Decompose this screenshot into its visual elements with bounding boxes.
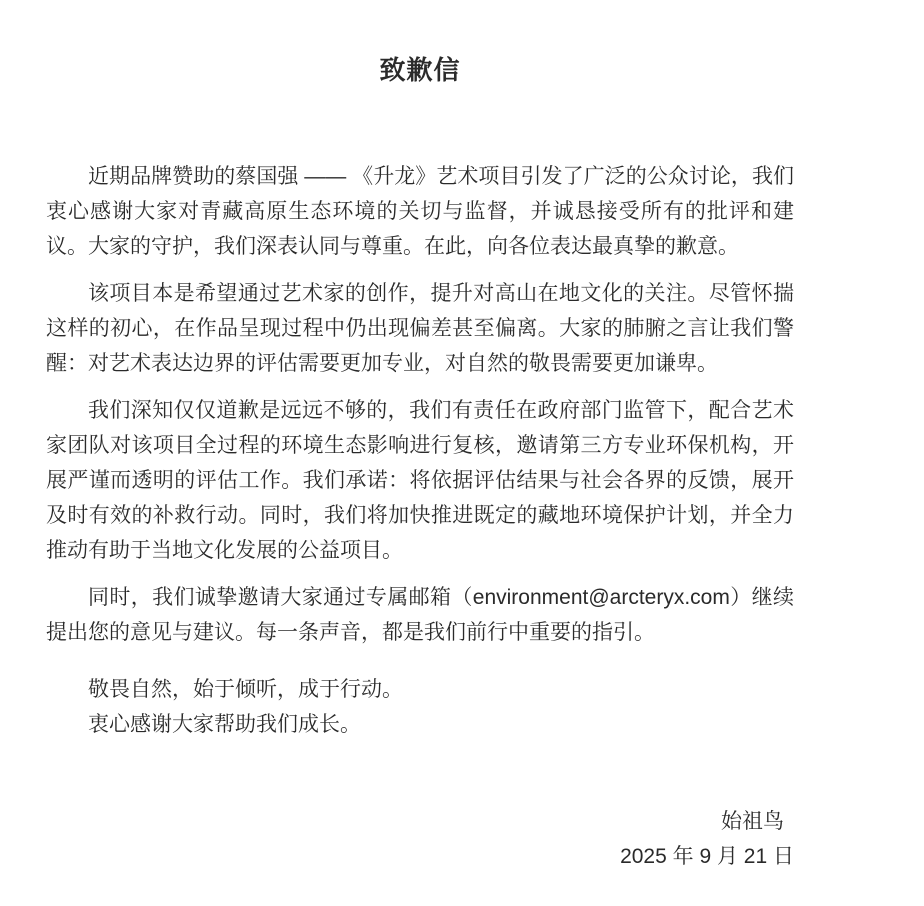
closing-line: 衷心感谢大家帮助我们成长。 [88,713,361,736]
page-title: 致歉信 [379,55,461,85]
closing-lines [46,672,794,742]
letter-paragraph: 我们深知仅仅道歉是远远不够的，我们有责任在政府部门监管下，配合艺术家团队对该项目全过程的环境生态影响进行复核，邀请第三方专业环保机构，开展严谨而透明的评估工作。我们承诺：将依据评估结果与社会各界的反馈，展开及时有效的补救行动。同时，我们将加快推进既定的藏地环境保护计划，并全力推动有助于当地文化发展的公益项目。 [46,399,794,562]
signature-block [46,804,794,874]
signature-name: 始祖鸟 [721,810,784,833]
letter-paragraph: 近期品牌赞助的蔡国强 —— 《升龙》艺术项目引发了广泛的公众讨论，我们衷心感谢大家对青藏高原生态环境的关切与监督，并诚恳接受所有的批评和建议。大家的守护，我们深表认同与尊重。在此，向各位表达最真挚的歉意。 [46,165,794,258]
letter-paragraph: 该项目本是希望通过艺术家的创作，提升对高山在地文化的关注。尽管怀揣这样的初心，在作品呈现过程中仍出现偏差甚至偏离。大家的肺腑之言让我们警醒：对艺术表达边界的评估需要更加专业，对自然的敬畏需要更加谦卑。 [46,282,794,375]
signature-date: 2025 年 9 月 21 日 [620,845,794,868]
closing-line: 敬畏自然，始于倾听，成于行动。 [88,678,403,701]
letter-body [46,159,794,742]
letter-paragraph: 同时，我们诚挚邀请大家通过专属邮箱（environment@arcteryx.com）继续提出您的意见与建议。每一条声音，都是我们前行中重要的指引。 [46,586,794,644]
